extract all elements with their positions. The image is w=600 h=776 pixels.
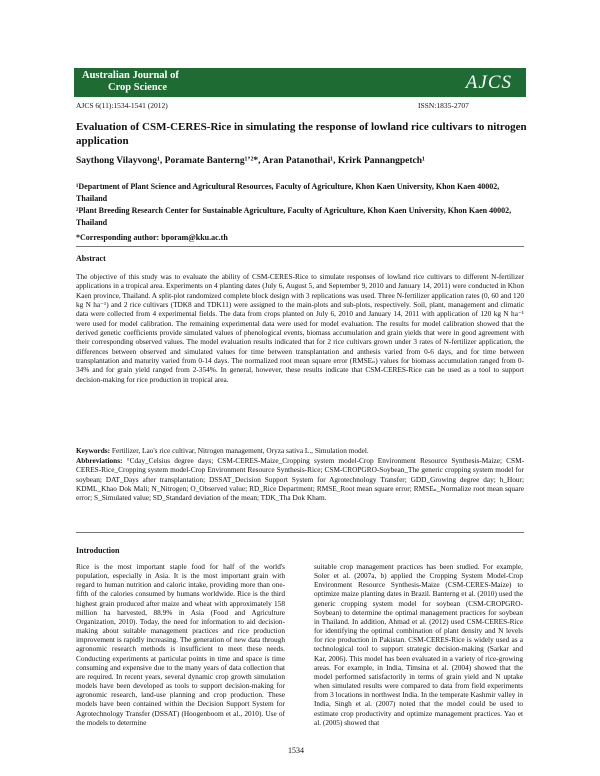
journal-abbreviation: AJCS — [465, 72, 512, 93]
introduction-column-left: Rice is the most important staple food for half of the world's population, especially in Asia. It is the most important grain with regard to human nutrition and caloric intake, providing more than one-fifth of the calories consumed by humans worldwide. Rice is the third highest grain produced after maize and wheat with approximately 158 million ha harvested, 88.9% in Asia (Food and Agriculture Organization, 2010). Today, the need for information to aid decision-making about suitable management practices and rice production improvement is rapidly increasing. The generation of new data through agronomic research methods is insufficient to meet these needs. Conducting experiments at particular points in time and space is time consuming and expensive due to the many years of data collection that are required. In recent years, several dynamic crop growth simulation models have been developed as tools to support decision-making for agronomic research, land-use planning and crop production. These models have been contained within the Decision Support System for Agrotechnology Transfer (DSSAT) (Hoogenboom et al., 2010). Use of the models to determine — [76, 562, 285, 727]
abbreviations-label: Abbreviations: — [76, 456, 123, 465]
affiliation-2: ²Plant Breeding Research Center for Sustainable Agriculture, Faculty of Agriculture, Khon Kaen University, Khon Kaen 40002, Thailand — [76, 206, 512, 227]
page-number: 1534 — [288, 746, 304, 755]
journal-banner — [74, 68, 526, 97]
divider-bottom — [76, 532, 524, 533]
keywords-label: Keywords: — [76, 446, 111, 455]
issn-line: ISSN:1835-2707 — [418, 101, 469, 110]
journal-name-line2: Crop Science — [108, 82, 168, 93]
abstract-text: The objective of this study was to evaluate the ability of CSM-CERES-Rice to simulate responses of lowland rice cultivars to different N-fertilizer applications in a tropical area. Experiments on 4 planting dates (July 6, August 5, and September 9, 2010 and January 14, 2011) were conducted in Khon Kaen province, Thailand. A split-plot randomized complete block design with 3 replications was used. Three N-fertilizer application rates (0, 60 and 120 kg N ha⁻¹) and 2 rice cultivars (TDK8 and TDK11) were assigned to the main-plots and sub-plots, respectively. Soil, plant, management and climatic data were collected from 4 experimental fields. The data from crops planted on July 6, 2010 and January 14, 2011 with application of 120 kg N ha⁻¹ were used for model calibration. The remaining experimental data were used for model evaluation. The results for model calibration showed that the derived genetic coefficients provide simulated values of phenological events, biomass accumulation and grain yields that were in good agreement with their corresponding observed values. The model evaluation results indicated that for 2 rice cultivars grown under 3 rates of N-fertilizer application, the differences between observed and simulated values for time between transplantation and anthesis varied from 0-6 days, and for time between transplantation and maturity varied from 0-14 days. The normalized root mean square error (RMSEₙ) values for biomass accumulation ranged from 0-34% and for grain yield ranged from 2-354%. In general, however, these results indicate that CSM-CERES-Rice can be used as a tool to support decision-making for rice production in tropical area. — [76, 272, 524, 384]
journal-name-line1: Australian Journal of — [82, 70, 179, 81]
corresponding-author: *Corresponding author: bporam@kku.ac.th — [76, 233, 228, 242]
citation-line: AJCS 6(11):1534-1541 (2012) — [76, 101, 168, 110]
introduction-heading: Introduction — [76, 546, 120, 555]
abstract-heading: Abstract — [76, 254, 106, 263]
author-list: Saythong Vilayvong¹, Poramate Banterng¹ʼ²*, Aran Patanothai¹, Krirk Pannangpetch¹ — [76, 156, 425, 166]
affiliation-1: ¹Department of Plant Science and Agricultural Resources, Faculty of Agriculture, Khon Kaen University, Khon Kaen 40002, Thailand — [76, 182, 500, 203]
paper-title: Evaluation of CSM-CERES-Rice in simulating the response of lowland rice cultivars to nitrogen application — [76, 121, 527, 147]
divider-top — [76, 246, 524, 247]
keywords-text: Fertilizer, Lao's rice cultivar, Nitrogen management, Oryza sativa L., Simulation model. — [111, 446, 369, 455]
introduction-column-right: suitable crop management practices has been studied. For example, Soler et al. (2007a, b) applied the Cropping System Model-Crop Environment Resource Synthesis-Maize (CSM-CERES-Maize) to optimize maize planting dates in Brazil. Banterng et al. (2010) used the generic cropping system model for soybean (CSM-CROPGRO-Soybean) to determine the optimal management practices for soybean in Thailand. In addition, Ahmad et al. (2012) used CSM-CERES-Rice for identifying the optimal combination of plant density and N levels for rice production in Pakistan. CSM-CERES-Rice is widely used as a technological tool to support strategic decision-making (Sarkar and Kar, 2006). This model has been evaluated in a variety of rice-growing areas. For example, in India, Timsina et al. (2004) showed that the model performed satisfactorily in terms of grain yield and N uptake when simulated results were compared to data from field experiments from 3 locations in northwest India. In the temperate Kashmir valley in India, Singh et al. (2007) noted that the model could be used to estimate crop productivity and optimize management practices. Yao et al. (2005) showed that — [314, 562, 523, 727]
abbreviations-text: °Cday_Celsius degree days; CSM-CERES-Maize_Cropping system model-Crop Environment Resource Synthesis-Maize; CSM-CERES-Rice_Cropping system model-Crop Environment Resource Synthesis-Rice; CSM-CROPGRO-Soybean_The generic cropping system model for soybean; DAT_Days after transplantation; DSSAT_Decision Support System for Agrotechnology Transfer; GDD_Growing degree day; h_Hour; KDML_Khao Dok Mali; N_Nitrogen; O_Observed value; RD_Rice Department; RMSE_Root mean square error; RMSEₙ_Normalize root mean square error; S_Simulated value; SD_Standard deviation of the mean; TDK_Tha Dok Kham. — [76, 456, 525, 503]
abbreviations — [76, 456, 524, 503]
keywords — [76, 446, 524, 455]
journal-name — [82, 70, 179, 94]
